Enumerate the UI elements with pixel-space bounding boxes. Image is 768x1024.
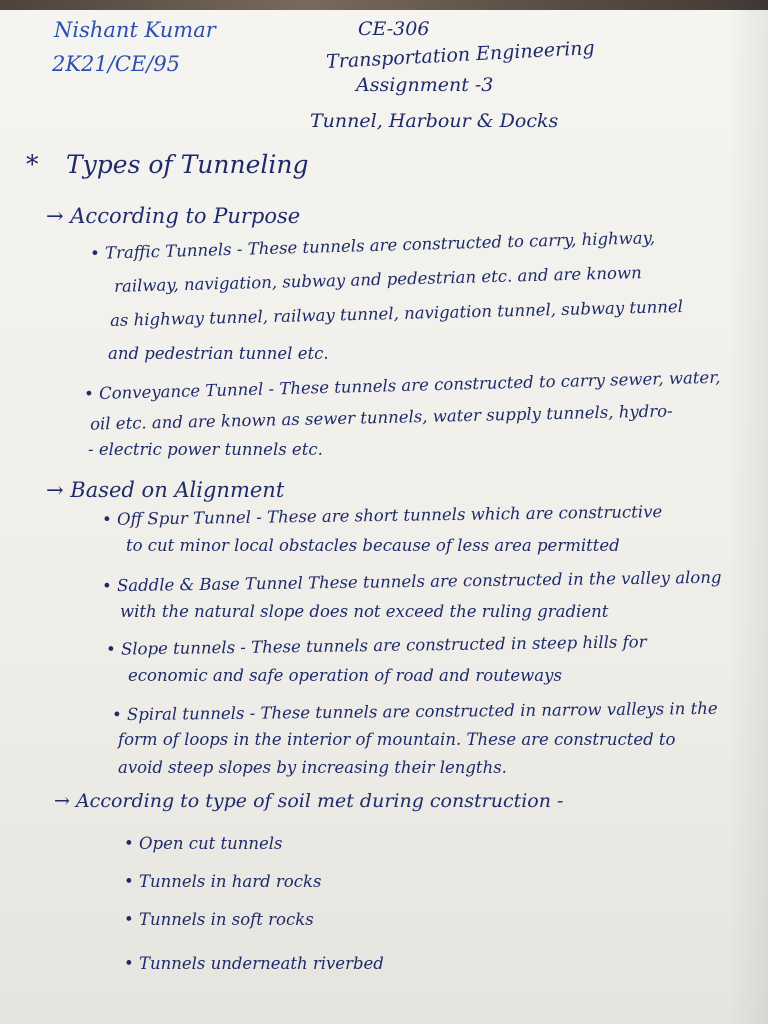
soil-item-open-cut: • Open cut tunnels <box>124 834 283 853</box>
page-shadow <box>728 0 768 1024</box>
conveyance-line-3: - electric power tunnels etc. <box>88 440 323 459</box>
traffic-line-4: and pedestrian tunnel etc. <box>108 344 329 363</box>
section-heading-soil: → According to type of soil met during construction - <box>54 790 564 812</box>
subject-title: Transportation Engineering <box>325 36 596 74</box>
saddle-line-2: with the natural slope does not exceed the ruling gradient <box>120 602 609 621</box>
topic-title: Tunnel, Harbour & Docks <box>310 110 559 132</box>
course-code: CE-306 <box>358 18 430 40</box>
traffic-line-3: as highway tunnel, railway tunnel, navigation tunnel, subway tunnel <box>109 297 684 330</box>
student-roll: 2K21/CE/95 <box>52 52 181 76</box>
soil-item-hard-rocks: • Tunnels in hard rocks <box>124 872 322 891</box>
spiral-line-1: • Spiral tunnels - These tunnels are constructed in narrow valleys in the <box>111 698 718 725</box>
assignment-label: Assignment -3 <box>356 74 494 96</box>
spiral-line-3: avoid steep slopes by increasing their lengths. <box>118 758 507 777</box>
off-spur-line-1: • Off Spur Tunnel - These are short tunnels which are constructive <box>101 502 663 529</box>
soil-item-soft-rocks: • Tunnels in soft rocks <box>124 910 314 929</box>
saddle-line-1: • Saddle & Base Tunnel These tunnels are constructed in the valley along <box>101 567 722 596</box>
traffic-line-2: railway, navigation, subway and pedestrian etc. and are known <box>113 263 642 296</box>
page-top-edge <box>0 0 768 10</box>
off-spur-line-2: to cut minor local obstacles because of less area permitted <box>126 536 620 555</box>
slope-line-1: • Slope tunnels - These tunnels are constructed in steep hills for <box>105 632 647 659</box>
section-heading-purpose: → According to Purpose <box>46 204 301 228</box>
spiral-line-2: form of loops in the interior of mountain. These are constructed to <box>118 730 676 749</box>
traffic-line-1: • Traffic Tunnels - These tunnels are constructed to carry, highway, <box>89 228 656 263</box>
title-asterisk: * <box>26 150 39 179</box>
page-title: Types of Tunneling <box>66 150 309 179</box>
section-heading-alignment: → Based on Alignment <box>46 478 285 502</box>
soil-item-riverbed: • Tunnels underneath riverbed <box>124 954 384 973</box>
conveyance-line-2: oil etc. and are known as sewer tunnels, water supply tunnels, hydro- <box>89 401 673 434</box>
student-name: Nishant Kumar <box>54 18 216 42</box>
slope-line-2: economic and safe operation of road and routeways <box>128 666 562 685</box>
conveyance-line-1: • Conveyance Tunnel - These tunnels are constructed to carry sewer, water, <box>83 367 721 404</box>
